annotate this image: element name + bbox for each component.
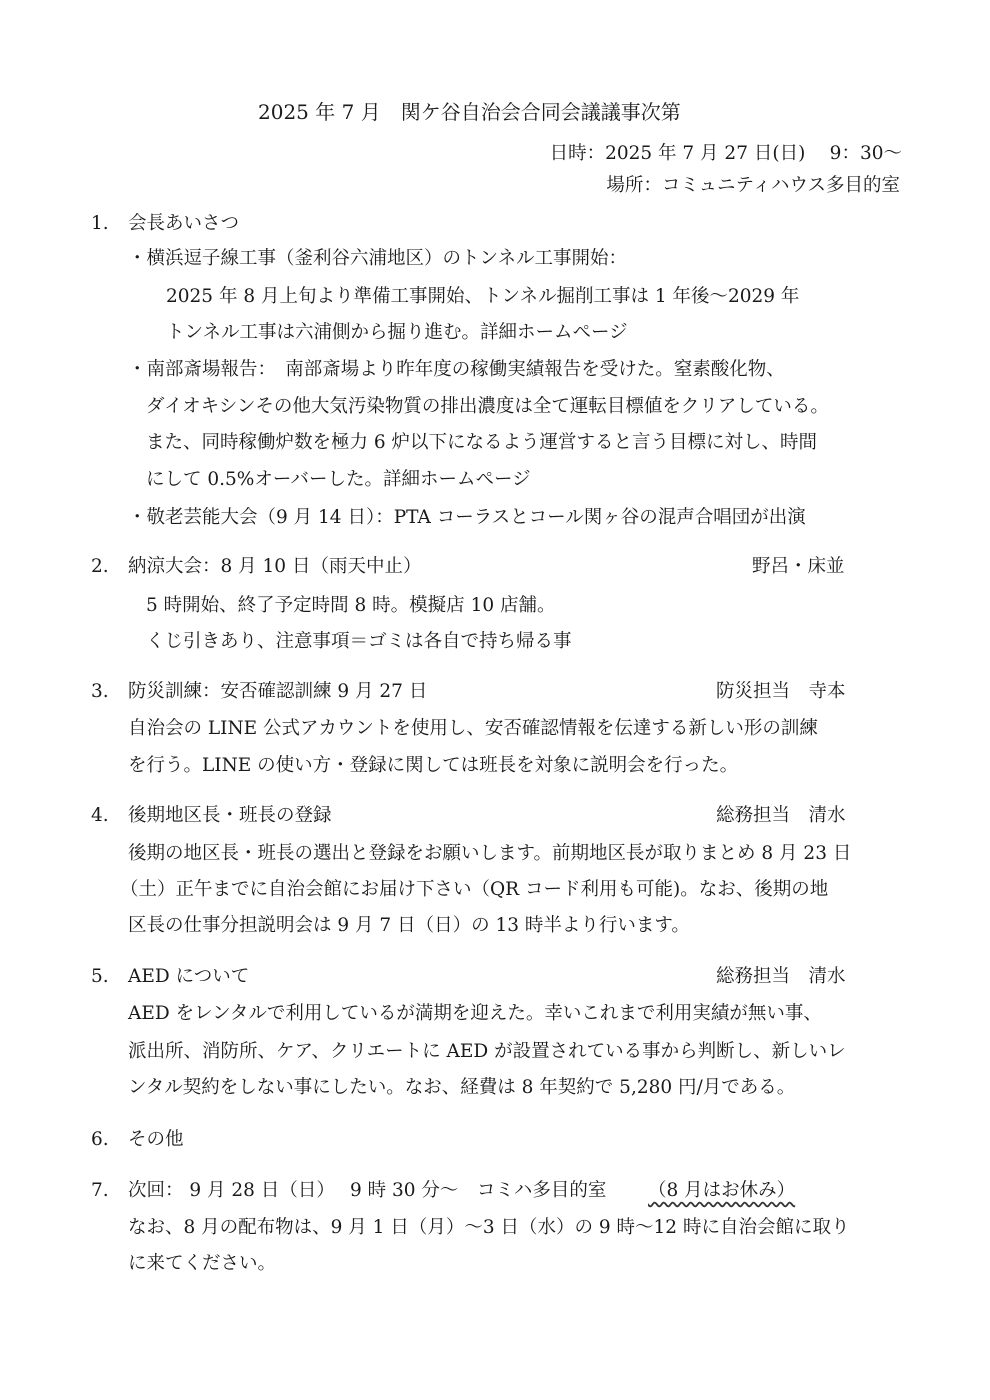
item-heading: 後期地区長・班長の登録 [128, 805, 332, 826]
item-owner: 総務担当 清水 [716, 966, 846, 987]
item-number: 2. [91, 556, 109, 577]
item-line: ・南部斎場報告： 南部斎場より昨年度の稼働実績報告を受けた。窒素酸化物、 [128, 359, 785, 380]
item-owner: 野呂・床並 [752, 556, 845, 577]
item-line: 派出所、消防所、ケア、クリエートに AED が設置されている事から判断し、新しいレ [128, 1041, 846, 1062]
item-number: 6. [91, 1129, 109, 1150]
item-line: AED をレンタルで利用しているが満期を迎えた。幸いこれまで利用実績が無い事、 [128, 1003, 822, 1024]
meeting-datetime: 日時：2025 年 7 月 27 日(日) 9：30〜 [549, 143, 902, 164]
item-number: 7. [91, 1180, 109, 1201]
item-line: トンネル工事は六浦側から掘り進む。詳細ホームページ [166, 322, 628, 343]
document-title: 2025 年 7 月 関ケ谷自治会合同会議議事次第 [258, 100, 681, 124]
item-number: 1. [91, 213, 109, 234]
item-line: 後期の地区長・班長の選出と登録をお願いします。前期地区長が取りまとめ 8 月 23 日 [128, 843, 852, 864]
item-line: を行う。LINE の使い方・登録に関しては班長を対象に説明会を行った。 [128, 755, 739, 776]
meeting-place: 場所：コミュニティハウス多目的室 [606, 175, 900, 196]
item-line: なお、8 月の配布物は、9 月 1 日（月）〜3 日（水）の 9 時〜12 時に自治会館に取り [128, 1217, 850, 1238]
item-heading: 防災訓練：安否確認訓練 9 月 27 日 [128, 681, 428, 702]
item-heading: 次回： 9 月 28 日（日） 9 時 30 分〜 コミハ多目的室 [128, 1180, 607, 1201]
item-heading: 会長あいさつ [128, 213, 240, 234]
item-line: また、同時稼働炉数を極力 6 炉以下になるよう運営すると言う目標に対し、時間 [146, 432, 818, 453]
item-heading: AED について [128, 966, 250, 987]
item-line: 自治会の LINE 公式アカウントを使用し、安否確認情報を伝達する新しい形の訓練 [128, 718, 818, 739]
item-line: に来てください。 [128, 1253, 277, 1274]
item-line: ンタル契約をしない事にしたい。なお、経費は 8 年契約で 5,280 円/月である。 [128, 1077, 796, 1098]
item-number: 5. [91, 966, 109, 987]
item-number: 4. [91, 805, 109, 826]
item-heading: その他 [128, 1129, 184, 1150]
item-owner: 防災担当 寺本 [716, 681, 846, 702]
item-line: 5 時開始、終了予定時間 8 時。模擬店 10 店舗。 [146, 595, 556, 616]
item-heading: 納涼大会：8 月 10 日（雨天中止） [128, 556, 422, 577]
item-line: 2025 年 8 月上旬より準備工事開始、トンネル掘削工事は 1 年後〜2029 年 [166, 286, 800, 307]
item-line: ・横浜逗子線工事（釜利谷六浦地区）のトンネル工事開始： [128, 248, 627, 269]
item-line: ・敬老芸能大会（9 月 14 日）：PTA コーラスとコール関ヶ谷の混声合唱団が出演 [128, 507, 806, 528]
item-line: （土）正午までに自治会館にお届け下さい（QR コード利用も可能)。なお、後期の地 [120, 879, 829, 900]
item-number: 3. [91, 681, 109, 702]
item-line: ダイオキシンその他大気汚染物質の排出濃度は全て運転目標値をクリアしている。 [146, 396, 829, 417]
item-line: 区長の仕事分担説明会は 9 月 7 日（日）の 13 時半より行います。 [128, 915, 690, 936]
item-line: くじ引きあり、注意事項＝ゴミは各自で持ち帰る事 [146, 631, 572, 652]
item-owner: 総務担当 清水 [716, 805, 846, 826]
item-line: にして 0.5%オーバーした。詳細ホームページ [146, 469, 531, 490]
item-note: （8 月はお休み） [648, 1180, 796, 1201]
